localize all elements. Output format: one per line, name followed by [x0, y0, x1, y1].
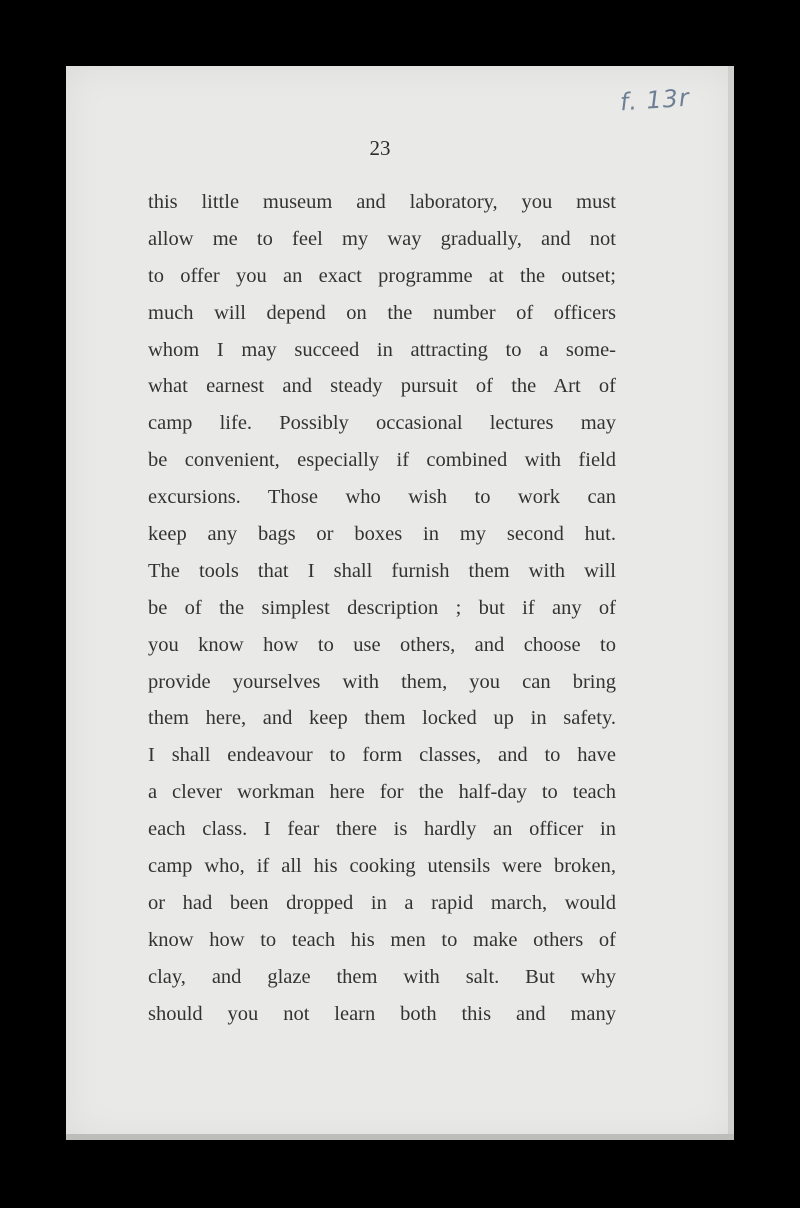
text-line: them here, and keep them locked up in safety. — [148, 707, 616, 730]
text-line: to offer you an exact programme at the outset; — [148, 264, 616, 287]
text-line: allow me to feel my way gradually, and not — [148, 227, 616, 250]
text-line: clay, and glaze them with salt. But why — [148, 965, 616, 988]
text-line: each class. I fear there is hardly an officer in — [148, 818, 616, 841]
body-text — [148, 184, 616, 1032]
page-number: 23 — [369, 136, 391, 160]
text-line: you know how to use others, and choose to — [148, 633, 616, 656]
text-line: be of the simplest description ; but if any of — [148, 596, 616, 619]
text-line: I shall endeavour to form classes, and to have — [148, 744, 616, 767]
text-line: should you not learn both this and many — [148, 1002, 616, 1025]
text-line: a clever workman here for the half-day to teach — [148, 781, 616, 804]
text-line: The tools that I shall furnish them with will — [148, 559, 616, 582]
text-line: provide yourselves with them, you can bring — [148, 670, 616, 693]
page-edge-bottom — [66, 1134, 734, 1140]
handwritten-folio-mark: f. 13r — [619, 83, 691, 117]
text-line: this little museum and laboratory, you must — [148, 191, 616, 213]
text-line: whom I may succeed in attracting to a some- — [148, 338, 616, 361]
text-line: excursions. Those who wish to work can — [148, 486, 616, 509]
text-line: what earnest and steady pursuit of the Art of — [148, 375, 616, 398]
text-line: be convenient, especially if combined with field — [148, 449, 616, 472]
text-line: keep any bags or boxes in my second hut. — [148, 523, 616, 546]
text-line: know how to teach his men to make others of — [148, 928, 616, 951]
text-line: camp who, if all his cooking utensils were broken, — [148, 855, 616, 878]
page-edge-right — [728, 66, 734, 1140]
text-line: much will depend on the number of officers — [148, 301, 616, 324]
text-line: or had been dropped in a rapid march, would — [148, 891, 616, 914]
text-line: camp life. Possibly occasional lectures may — [148, 412, 616, 435]
